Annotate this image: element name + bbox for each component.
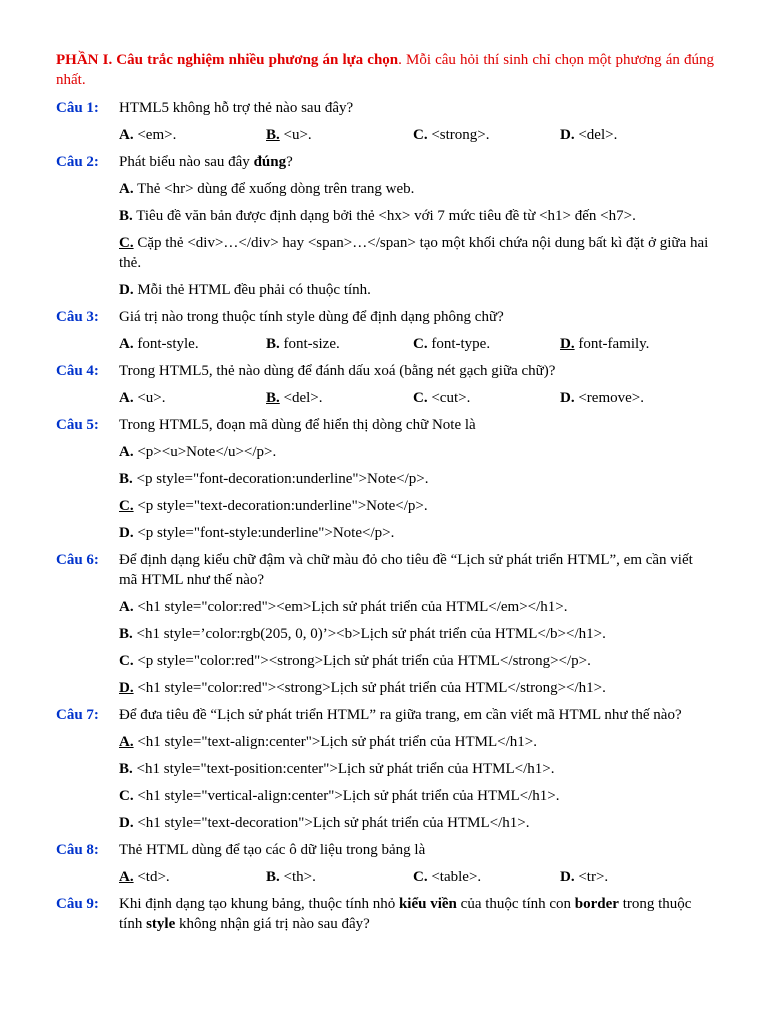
question-text: Để định dạng kiểu chữ đậm và chữ màu đỏ cho tiêu đề “Lịch sử phát triển HTML”, em cần viết mã HTML như thế nào? [119, 552, 693, 588]
option-text: Tiêu đề văn bản được định dạng bởi thẻ <hx> với 7 mức tiêu đề từ <h1> đến <h7>. [132, 208, 636, 224]
option-letter: C. [119, 235, 134, 251]
options-row [119, 125, 714, 145]
section-header [56, 50, 714, 90]
option-text: <del>. [574, 127, 618, 143]
option-letter: D. [560, 336, 575, 352]
option-c[interactable] [119, 786, 714, 806]
option-letter: A. [119, 336, 134, 352]
question-label: Câu 1: [56, 100, 99, 116]
option-letter: B. [266, 390, 280, 406]
option-letter: C. [413, 390, 428, 406]
option-text: <h1 style="text-align:center">Lịch sử phát triển của HTML</h1>. [133, 734, 537, 750]
option-c[interactable] [413, 334, 560, 354]
option-letter: B. [119, 626, 133, 642]
option-letter: B. [266, 869, 280, 885]
option-letter: C. [119, 788, 134, 804]
option-text: <del>. [279, 390, 323, 406]
option-letter: A. [119, 599, 134, 615]
question-6 [56, 550, 714, 698]
question-7 [56, 705, 714, 833]
option-letter: B. [119, 208, 133, 224]
question-text-part: Phát biểu nào sau đây [119, 154, 254, 170]
question-text-part: không nhận giá trị nào sau đây? [175, 916, 370, 932]
question-label: Câu 7: [56, 707, 99, 723]
question-text [119, 894, 714, 934]
option-c[interactable] [413, 388, 560, 408]
option-letter: B. [266, 127, 280, 143]
option-b[interactable] [266, 388, 413, 408]
question-8 [56, 840, 714, 887]
option-text: <h1 style="color:red"><strong>Lịch sử phát triển của HTML</strong></h1>. [133, 680, 606, 696]
option-text: <p style="color:red"><strong>Lịch sử phát triển của HTML</strong></p>. [133, 653, 591, 669]
option-letter: A. [119, 734, 134, 750]
option-text: <p style="font-style:underline">Note</p>. [133, 525, 395, 541]
option-letter: D. [119, 680, 134, 696]
question-label: Câu 3: [56, 309, 99, 325]
option-c[interactable] [119, 233, 714, 273]
option-text: <tr>. [574, 869, 609, 885]
option-d[interactable] [119, 678, 714, 698]
option-text: <strong>. [427, 127, 490, 143]
question-text-bold: kiểu viền [398, 896, 457, 912]
section-instruction: . Mỗi câu hỏi thí sinh chỉ chọn một phương án đúng nhất. [56, 52, 714, 88]
option-letter: B. [266, 336, 280, 352]
option-letter: C. [413, 869, 428, 885]
option-text: <h1 style=’color:rgb(205, 0, 0)’><b>Lịch sử phát triển của HTML</b></h1>. [132, 626, 606, 642]
option-d[interactable] [560, 334, 707, 354]
option-b[interactable] [266, 125, 413, 145]
option-letter: A. [119, 869, 134, 885]
section-title: PHẦN I. Câu trắc nghiệm nhiều phương án lựa chọn [56, 52, 399, 68]
option-a[interactable] [119, 388, 266, 408]
option-text: <table>. [427, 869, 482, 885]
option-a[interactable] [119, 125, 266, 145]
option-letter: D. [119, 815, 134, 831]
option-c[interactable] [119, 496, 714, 516]
option-letter: D. [560, 390, 575, 406]
options-row [119, 388, 714, 408]
option-letter: A. [119, 444, 134, 460]
option-letter: C. [119, 653, 134, 669]
question-label: Câu 6: [56, 552, 99, 568]
option-text: <td>. [133, 869, 170, 885]
option-a[interactable] [119, 442, 714, 462]
option-text: Mỗi thẻ HTML đều phải có thuộc tính. [133, 282, 371, 298]
question-text [119, 152, 714, 172]
option-d[interactable] [560, 867, 707, 887]
option-c[interactable] [413, 867, 560, 887]
question-4 [56, 361, 714, 408]
question-label: Câu 4: [56, 363, 99, 379]
option-letter: B. [119, 761, 133, 777]
question-9 [56, 894, 714, 934]
question-text-bold: đúng [253, 154, 287, 170]
question-text-part: ? [286, 154, 293, 170]
option-letter: C. [413, 336, 428, 352]
option-text: font-family. [574, 336, 650, 352]
question-label: Câu 8: [56, 842, 99, 858]
option-letter: A. [119, 390, 134, 406]
option-letter: A. [119, 127, 134, 143]
option-letter: D. [119, 525, 134, 541]
option-text: <remove>. [574, 390, 644, 406]
question-text-bold: style [146, 916, 176, 932]
option-a[interactable] [119, 732, 714, 752]
option-b[interactable] [266, 334, 413, 354]
option-text: <em>. [133, 127, 177, 143]
option-text: <cut>. [427, 390, 471, 406]
question-1 [56, 98, 714, 145]
option-c[interactable] [413, 125, 560, 145]
option-letter: A. [119, 181, 134, 197]
option-b[interactable] [119, 206, 714, 226]
option-text: <th>. [279, 869, 316, 885]
option-text: font-size. [279, 336, 340, 352]
question-text-part: Khi định dạng tạo khung bảng, thuộc tính nhỏ [119, 896, 399, 912]
option-letter: C. [119, 498, 134, 514]
option-a[interactable] [119, 334, 266, 354]
question-text: Giá trị nào trong thuộc tính style dùng để định dạng phông chữ? [119, 309, 504, 325]
option-text: <u>. [133, 390, 166, 406]
option-d[interactable] [560, 125, 707, 145]
question-5 [56, 415, 714, 543]
options-row [119, 334, 714, 354]
option-a[interactable] [119, 597, 714, 617]
question-3 [56, 307, 714, 354]
option-text: <h1 style="vertical-align:center">Lịch sử phát triển của HTML</h1>. [133, 788, 560, 804]
option-a[interactable] [119, 867, 266, 887]
question-text: Trong HTML5, thẻ nào dùng để đánh dấu xoá (bằng nét gạch giữa chữ)? [119, 363, 556, 379]
option-text: <p style="font-decoration:underline">Note</p>. [132, 471, 429, 487]
option-d[interactable] [560, 388, 707, 408]
option-c[interactable] [119, 651, 714, 671]
option-d[interactable] [119, 813, 714, 833]
question-label: Câu 2: [56, 154, 99, 170]
option-text: Cặp thẻ <div>…</div> hay <span>…</span> tạo một khối chứa nội dung bất kì đặt ở giữa hai thẻ. [119, 235, 709, 271]
option-b[interactable] [119, 469, 714, 489]
option-b[interactable] [119, 759, 714, 779]
question-text: Để đưa tiêu đề “Lịch sử phát triển HTML” ra giữa trang, em cần viết mã HTML như thế nào? [119, 707, 682, 723]
question-text: Trong HTML5, đoạn mã dùng để hiển thị dòng chữ Note là [119, 417, 476, 433]
question-label: Câu 9: [56, 896, 99, 912]
option-text: <h1 style="color:red"><em>Lịch sử phát triển của HTML</em></h1>. [133, 599, 568, 615]
question-text-bold: border [574, 896, 619, 912]
option-text: <h1 style="text-position:center">Lịch sử phát triển của HTML</h1>. [132, 761, 555, 777]
question-text: HTML5 không hỗ trợ thẻ nào sau đây? [119, 100, 354, 116]
option-b[interactable] [119, 624, 714, 644]
option-text: Thẻ <hr> dùng để xuống dòng trên trang web. [133, 181, 415, 197]
option-text: <u>. [279, 127, 312, 143]
option-text: <p><u>Note</u></p>. [133, 444, 277, 460]
option-letter: C. [413, 127, 428, 143]
option-text: font-type. [427, 336, 491, 352]
exam-document [56, 50, 714, 941]
options-row [119, 867, 714, 887]
question-2 [56, 152, 714, 300]
option-letter: B. [119, 471, 133, 487]
question-label: Câu 5: [56, 417, 99, 433]
option-text: <h1 style="text-decoration">Lịch sử phát triển của HTML</h1>. [133, 815, 530, 831]
question-text: Thẻ HTML dùng để tạo các ô dữ liệu trong bảng là [119, 842, 426, 858]
option-text: <p style="text-decoration:underline">Note</p>. [133, 498, 428, 514]
option-letter: D. [560, 869, 575, 885]
question-text-part: trong thuộc tính [119, 896, 692, 932]
option-d[interactable] [119, 280, 714, 300]
option-letter: D. [560, 127, 575, 143]
option-letter: D. [119, 282, 134, 298]
option-a[interactable] [119, 179, 714, 199]
option-text: font-style. [133, 336, 199, 352]
question-text-part: của thuộc tính con [456, 896, 575, 912]
option-b[interactable] [266, 867, 413, 887]
option-d[interactable] [119, 523, 714, 543]
